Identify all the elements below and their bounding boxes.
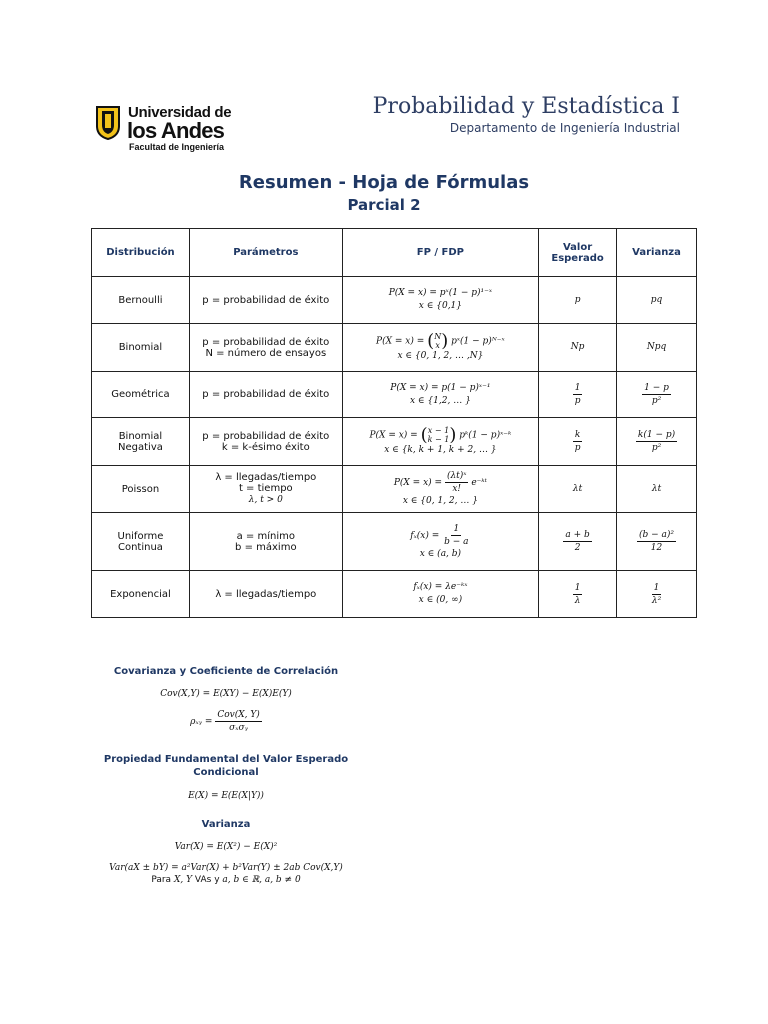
document-subtitle: Parcial 2 xyxy=(347,196,421,214)
pmf-lhs: P(X = x) = xyxy=(369,430,418,441)
pmf xyxy=(342,466,538,513)
pmf-support: x ∈ {0,1} xyxy=(418,301,463,311)
params xyxy=(189,513,342,571)
pdf-formula: fₓ(x) = λe⁻ᵏˣ xyxy=(413,582,468,592)
var-numerator: (b − a)² xyxy=(639,530,675,540)
pmf-rhs: e⁻ᵏᵗ xyxy=(471,478,487,488)
course-title: Probabilidad y Estadística I xyxy=(372,94,680,119)
var-numerator: k(1 − p) xyxy=(637,430,676,440)
param-line: N = número de ensayos xyxy=(205,347,327,359)
logo-line-3: Facultad de Ingeniería xyxy=(129,142,225,152)
ev-numerator: 1 xyxy=(574,582,581,593)
pmf xyxy=(342,372,538,418)
var-denominator: p² xyxy=(651,443,662,453)
expected-value: λt xyxy=(539,466,617,513)
param-line: k = k-ésimo éxito xyxy=(221,441,310,453)
shield-icon xyxy=(96,106,120,140)
rho-lhs: ρₓᵧ = xyxy=(190,717,213,727)
params xyxy=(189,418,342,466)
conditional-expectation-equation: E(X) = E(E(X|Y)) xyxy=(188,791,264,801)
pmf-rhs: pᵏ(1 − p)ˣ⁻ᵏ xyxy=(459,430,512,441)
expected-value xyxy=(539,372,617,418)
table-row xyxy=(92,277,697,324)
table-row xyxy=(92,571,697,618)
ev-numerator: 1 xyxy=(574,383,581,393)
variance-condition xyxy=(96,875,356,885)
ev-denominator: 2 xyxy=(574,543,581,553)
binom-top: x − 1 xyxy=(427,426,450,435)
variance xyxy=(617,372,697,418)
linear-variance-equation: Var(aX ± bY) = a²Var(X) + b²Var(Y) ± 2ab Cov(X,Y) xyxy=(109,863,343,873)
pdf-denominator: b − a xyxy=(444,536,469,547)
params xyxy=(189,277,342,324)
dist-name: Geométrica xyxy=(92,372,190,418)
param-line: b = máximo xyxy=(235,541,297,553)
var-numerator: 1 − p xyxy=(644,383,669,393)
section-title: Covarianza y Coeficiente de Correlación xyxy=(113,666,339,677)
logo-line-1: Universidad de xyxy=(128,104,232,121)
params xyxy=(189,466,342,513)
variance-equation: Var(X) = E(X²) − E(X)² xyxy=(174,842,278,852)
header-expected-value: Valor Esperado xyxy=(539,229,617,277)
expected-value xyxy=(539,571,617,618)
document-title: Resumen - Hoja de Fórmulas xyxy=(238,172,530,193)
ev-numerator: k xyxy=(574,430,581,440)
pmf-support: x ∈ {1,2, … } xyxy=(409,395,471,406)
pmf: P(X = x) = ( x − 1 k − 1 ) pᵏ(1 − p)ˣ⁻ᵏ x ∈ {k, k + 1, k + 2, … } xyxy=(342,418,538,466)
param-line: p = probabilidad de éxito xyxy=(202,336,330,348)
expected-value: p xyxy=(539,277,617,324)
variance-section xyxy=(96,818,356,885)
table-row xyxy=(92,324,697,372)
pmf-denominator: x! xyxy=(452,484,462,494)
variance xyxy=(617,513,697,571)
param-line: λ, t > 0 xyxy=(248,494,283,505)
pmf xyxy=(342,277,538,324)
dist-name: Bernoulli xyxy=(92,277,190,324)
variance: λt xyxy=(617,466,697,513)
pmf-rhs: pˣ(1 − p)ᴺ⁻ˣ xyxy=(451,336,505,347)
header-variance: Varianza xyxy=(617,229,697,277)
params xyxy=(189,324,342,372)
table-row xyxy=(92,418,697,466)
logo-line-2: los Andes xyxy=(127,118,225,143)
condition-math: a, b ∈ ℝ, a, b ≠ 0 xyxy=(222,875,301,885)
dist-name: Binomial xyxy=(92,324,190,372)
params xyxy=(189,372,342,418)
course-department: Departamento de Ingeniería Industrial xyxy=(449,121,680,135)
ev-denominator: λ xyxy=(574,595,581,606)
pdf xyxy=(342,571,538,618)
condition-vars: X, Y xyxy=(173,875,193,885)
header-distribution: Distribución xyxy=(92,229,190,277)
pmf-numerator: (λt)ˣ xyxy=(446,471,467,481)
university-logo xyxy=(96,102,232,156)
binom-top: N xyxy=(434,332,442,341)
pmf: P(X = x) = ( N x ) pˣ(1 − p)ᴺ⁻ˣ x ∈ {0, 1, 2, … ,N} xyxy=(342,324,538,372)
ev-numerator: a + b xyxy=(565,530,590,540)
section-title: Varianza xyxy=(201,819,251,830)
pdf-support: x ∈ (0, ∞) xyxy=(418,595,463,605)
header-fp-fdp: FP / FDP xyxy=(342,229,538,277)
table-row xyxy=(92,372,697,418)
pmf-support: x ∈ {k, k + 1, k + 2, … } xyxy=(384,445,497,455)
variance xyxy=(617,571,697,618)
correlation-equation xyxy=(96,709,356,734)
pdf-support: x ∈ (a, b) xyxy=(419,548,462,559)
variance: pq xyxy=(617,277,697,324)
table-row xyxy=(92,466,697,513)
header-parameters: Parámetros xyxy=(189,229,342,277)
param-line: p = probabilidad de éxito xyxy=(202,389,330,400)
section-title: Propiedad Fundamental del Valor Esperado Condicional xyxy=(103,754,349,778)
expected-value: Np xyxy=(539,324,617,372)
var-denominator: 12 xyxy=(650,543,663,553)
pdf-numerator: 1 xyxy=(453,523,460,534)
param-line: λ = llegadas/tiempo xyxy=(215,588,317,600)
ev-denominator: p xyxy=(574,443,581,453)
rho-denominator: σₓσᵧ xyxy=(229,723,248,733)
binom-bottom: k − 1 xyxy=(427,435,450,444)
covariance-equation: Cov(X,Y) = E(XY) − E(X)E(Y) xyxy=(160,689,292,699)
param-line: λ = llegadas/tiempo xyxy=(215,471,317,483)
dist-name: Poisson xyxy=(92,466,190,513)
pdf-lhs: fₓ(x) = xyxy=(410,530,440,541)
expected-value xyxy=(539,418,617,466)
condition-mid: VAs y xyxy=(194,875,220,885)
rho-numerator: Cov(X, Y) xyxy=(217,710,260,720)
binomial-coefficient xyxy=(428,426,450,444)
condition-prefix: Para xyxy=(151,875,172,885)
param-line: t = tiempo xyxy=(238,482,293,494)
dist-name: Exponencial xyxy=(92,571,190,618)
distribution-table xyxy=(91,228,697,618)
param-line: p = probabilidad de éxito xyxy=(202,430,330,442)
param-line: a = mínimo xyxy=(236,530,295,542)
dist-name: Uniforme Continua xyxy=(92,513,190,571)
dist-name: Binomial Negativa xyxy=(92,418,190,466)
pmf-support: x ∈ {0, 1, 2, … ,N} xyxy=(397,351,484,361)
conditional-expectation-section xyxy=(96,753,356,801)
var-denominator: p² xyxy=(651,396,662,406)
covariance-section xyxy=(96,665,356,734)
params xyxy=(189,571,342,618)
pmf-lhs: P(X = x) = xyxy=(376,336,425,347)
table-row xyxy=(92,513,697,571)
variance: Npq xyxy=(617,324,697,372)
var-denominator: λ² xyxy=(651,595,662,606)
pmf-formula: P(X = x) = pˣ(1 − p)¹⁻ˣ xyxy=(388,288,493,298)
binom-bottom: x xyxy=(435,341,440,350)
expected-value xyxy=(539,513,617,571)
pdf xyxy=(342,513,538,571)
variance xyxy=(617,418,697,466)
var-numerator: 1 xyxy=(653,582,660,593)
pmf-support: x ∈ {0, 1, 2, … } xyxy=(402,496,478,506)
pmf-formula: P(X = x) = p(1 − p)ˣ⁻¹ xyxy=(390,382,491,393)
pmf-lhs: P(X = x) = xyxy=(393,478,443,488)
table-header-row xyxy=(92,229,697,277)
param-line: p = probabilidad de éxito xyxy=(202,294,330,306)
ev-denominator: p xyxy=(574,396,581,406)
